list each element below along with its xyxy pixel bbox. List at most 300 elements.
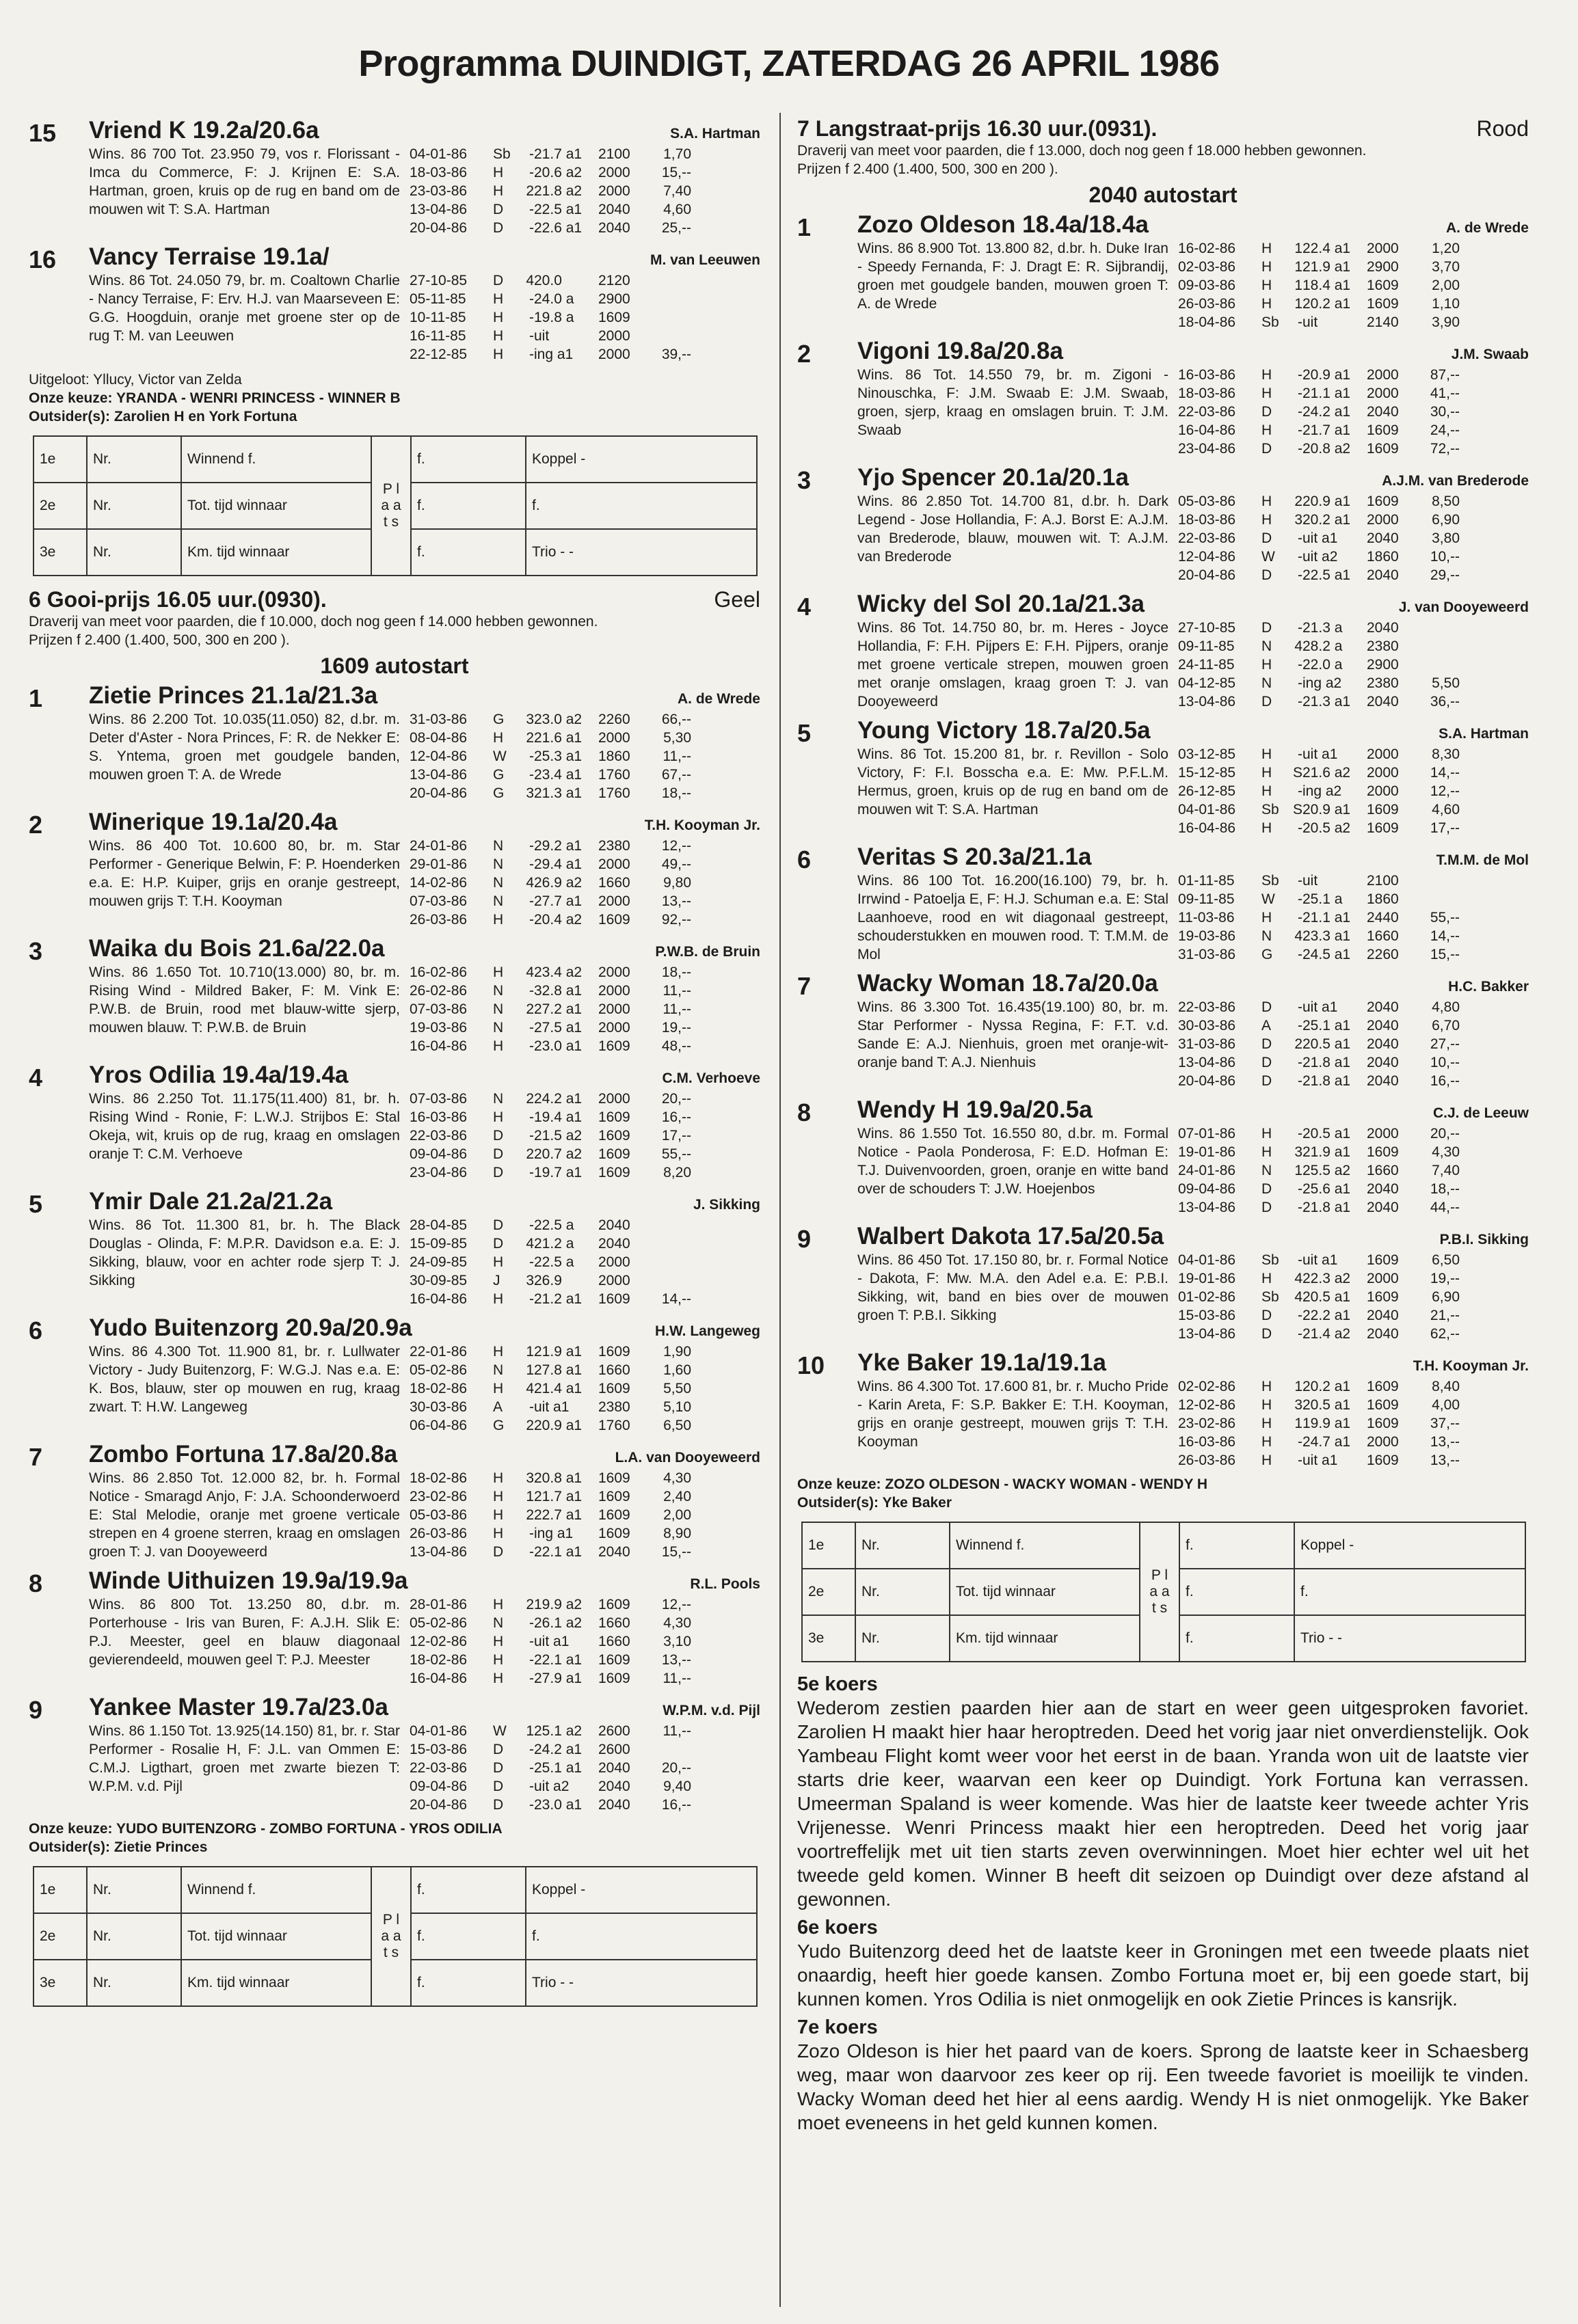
- result-cell: 2600: [598, 1723, 630, 1739]
- result-row: [410, 892, 760, 910]
- result-cell: 20-04-86: [1178, 567, 1236, 583]
- result-cell: D: [1261, 441, 1272, 457]
- result-row: [1178, 782, 1529, 800]
- result-cell: [691, 1722, 753, 1740]
- result-cell: [691, 1163, 753, 1182]
- horse-entry: [797, 590, 1529, 711]
- result-cell: 20.9 a1: [534, 1418, 583, 1433]
- result-row: [1178, 908, 1529, 927]
- horse-results: [1178, 619, 1529, 711]
- result-cell: 21.6 a1: [534, 730, 583, 746]
- result-cell: H: [1261, 1416, 1272, 1431]
- result-cell: 4: [526, 273, 534, 288]
- result-cell: H: [1261, 746, 1272, 762]
- bet-nr: Nr.: [855, 1522, 950, 1569]
- result-cell: H: [1261, 259, 1272, 275]
- result-cell: Sb: [1261, 873, 1279, 889]
- result-cell: uit a1: [534, 1399, 570, 1415]
- result-row: [410, 1740, 760, 1759]
- bet-trio-f: f.: [526, 1913, 757, 1960]
- bet-plaats: P l a a t s: [371, 1867, 411, 2006]
- horse-trainer: C.M. Verhoeve: [662, 1070, 760, 1086]
- result-cell: 26.1 a2: [534, 1615, 583, 1631]
- result-cell: -: [1298, 947, 1302, 962]
- result-cell: [1460, 1433, 1521, 1451]
- race7-horse-list: [797, 211, 1529, 1470]
- bet-table: [33, 435, 758, 576]
- result-cell: 32.8 a1: [534, 983, 583, 999]
- bet-nr: Nr.: [87, 483, 181, 529]
- result-cell: [691, 1290, 753, 1308]
- result-cell: H: [493, 1671, 504, 1686]
- result-cell: 4: [1294, 928, 1302, 944]
- horse-details: [857, 1251, 1529, 1343]
- result-cell: 2000: [1367, 386, 1399, 401]
- result-cell: [691, 271, 753, 290]
- result-cell: 4,80: [1432, 999, 1460, 1015]
- race-analysis: [797, 1673, 1529, 2135]
- result-row: [1178, 998, 1529, 1016]
- result-row: [410, 1759, 760, 1777]
- result-cell: 22.6 a1: [534, 220, 583, 236]
- result-row: [410, 1108, 760, 1126]
- result-cell: 92,--: [661, 912, 691, 928]
- result-cell: 24.7 a1: [1302, 1434, 1351, 1450]
- result-cell: -: [529, 1291, 534, 1307]
- horse-details: [89, 837, 760, 929]
- result-cell: 2040: [598, 1797, 630, 1813]
- horse-name: Yankee Master 19.7a/23.0a: [89, 1694, 388, 1720]
- result-cell: 20.9 a1: [1302, 802, 1351, 818]
- result-cell: [691, 1543, 753, 1561]
- result-cell: N: [493, 893, 504, 909]
- result-cell: 22-03-86: [1178, 530, 1236, 546]
- result-cell: 10-11-85: [410, 310, 466, 325]
- result-cell: S: [1292, 802, 1302, 818]
- race7-description: Draverij van meet voor paarden, die f 13.000, doch nog geen f 18.000 hebben gewonnen.: [797, 143, 1367, 159]
- result-cell: 2000: [598, 893, 630, 909]
- result-cell: W: [1261, 891, 1275, 907]
- result-cell: 21.4 a1: [534, 1381, 583, 1396]
- result-cell: 30-03-86: [1178, 1018, 1236, 1033]
- result-row: [1178, 745, 1529, 764]
- result-cell: 13,--: [1430, 1434, 1460, 1450]
- result-cell: 6,90: [1432, 512, 1460, 528]
- result-cell: 23.0 a2: [534, 712, 583, 727]
- result-row: [410, 1416, 760, 1435]
- result-cell: 2040: [1367, 999, 1399, 1015]
- analysis-text: Yudo Buitenzorg deed het de laatste keer in Groningen met een tweede plaats niet onaardig, heeft hier goede kansen. Zombo Fortuna moet er, bij een goede start, bij kunnen komen. Yros Odilia is niet onmogelijk en ook Zietie Princes is kansrijk.: [797, 1941, 1529, 2010]
- result-cell: 16-02-86: [410, 964, 468, 980]
- result-row: [1178, 619, 1529, 637]
- result-cell: -: [1298, 530, 1302, 546]
- result-cell: 15-03-86: [410, 1742, 468, 1757]
- result-cell: 66,--: [661, 712, 691, 727]
- result-cell: W: [493, 748, 507, 764]
- analysis-text: Wederom zestien paarden hier aan de start en weer geen uitgesproken favoriet. Zarolien H maakt hier haar heroptreden. Deed het vorig jaar niet onverdienstelijk. Ook Yambeau Flight komt weer voor het eerst in de baan. Yranda won uit de laatste vier starts drie keer, waarvan een keer op Duindigt. York Fortuna kan verrassen. Umeerman Spaland is weer komende. Was hier de laatste keer tweede achter Yris Vrijenesse. Wenri Princess maakt hier een heroptreden. Deed het vorig jaar voortreffelijk met uit tien starts zeven overwinningen. Moet hier echter wel uit het tweede geld komen. Winner B heeft dit seizoen op Duindigt over deze afstand al gewonnen.: [797, 1697, 1529, 1910]
- bet-f: f.: [411, 1960, 526, 2006]
- result-cell: 3: [1294, 1397, 1302, 1413]
- result-row: [410, 1543, 760, 1561]
- result-cell: 20.9 a1: [1302, 367, 1351, 383]
- result-cell: 29.4 a1: [534, 856, 583, 872]
- result-cell: uit a1: [1302, 999, 1338, 1015]
- result-cell: 1660: [598, 875, 630, 891]
- result-cell: 02-02-86: [1178, 1379, 1236, 1394]
- horse-name: Zietie Princes 21.1a/21.3a: [89, 682, 378, 709]
- result-cell: uit a1: [1302, 1452, 1338, 1468]
- horse-name: Zozo Oldeson 18.4a/18.4a: [857, 211, 1149, 238]
- race5-bet-table: [29, 435, 760, 576]
- result-cell: 25.1 a2: [534, 1723, 583, 1739]
- result-cell: 1760: [598, 1418, 630, 1433]
- result-cell: [691, 710, 753, 729]
- result-row: [410, 1037, 760, 1055]
- horse-name: Vancy Terraise 19.1a/: [89, 243, 330, 270]
- result-cell: H: [493, 1344, 504, 1360]
- horse-info: Wins. 86 4.300 Tot. 11.900 81, br. r. Lullwater Victory - Judy Buitenzorg, F: W.G.J. Nas e.a. E: K. Bos, blauw, ster op mouwen en rug, kraag zwart. T: H.W. Langeweg: [89, 1344, 400, 1415]
- race6-outsider: Outsider(s): Zietie Princes: [29, 1839, 208, 1855]
- result-cell: 2000: [598, 964, 630, 980]
- result-cell: 2,40: [663, 1489, 691, 1504]
- result-cell: H: [1261, 1271, 1272, 1286]
- result-cell: [632, 308, 691, 327]
- bet-km: Km. tijd winnaar: [950, 1615, 1140, 1662]
- result-cell: [1460, 440, 1521, 458]
- result-cell: [1460, 511, 1521, 529]
- result-cell: -: [1298, 1073, 1302, 1089]
- result-cell: D: [493, 202, 504, 217]
- result-cell: [1460, 819, 1521, 837]
- race6-description: Draverij van meet voor paarden, die f 10.000, doch nog geen f 14.000 hebben gewonnen.: [29, 614, 598, 630]
- result-cell: 2900: [1367, 657, 1399, 673]
- result-cell: 2,00: [663, 1507, 691, 1523]
- race7-bet-table: [797, 1522, 1529, 1662]
- result-cell: 1,90: [663, 1344, 691, 1360]
- result-cell: 20-04-86: [410, 220, 468, 236]
- result-cell: 03-12-85: [1178, 746, 1236, 762]
- result-cell: 23.4 a1: [534, 767, 583, 783]
- result-cell: 2000: [598, 856, 630, 872]
- result-cell: D: [1261, 694, 1272, 710]
- result-cell: 1: [1294, 1379, 1302, 1394]
- result-cell: 27-10-85: [1178, 620, 1236, 636]
- result-row: [410, 1234, 760, 1253]
- result-cell: [1460, 421, 1521, 440]
- result-cell: -: [529, 1020, 534, 1036]
- result-cell: 19.7 a1: [534, 1165, 583, 1180]
- result-cell: 21.9 a1: [1302, 1144, 1351, 1160]
- result-cell: [691, 1018, 753, 1037]
- result-cell: [1460, 529, 1521, 548]
- result-cell: 11,--: [663, 983, 691, 999]
- horse-number: 1: [797, 213, 812, 241]
- result-cell: H: [1261, 367, 1272, 383]
- result-cell: 22.5 a: [534, 1254, 574, 1270]
- result-cell: ing a2: [1302, 675, 1342, 691]
- bet-km: Km. tijd winnaar: [181, 529, 371, 576]
- horse-info: Wins. 86 Tot. 14.550 79, br. m. Zigoni - Ninouschka, F: J.M. Swaab E: J.M. Swaab, groen, sjerp, kraag en omslagen bruin. T: J.M. Swaab: [857, 367, 1168, 438]
- horse-name: Ymir Dale 21.2a/21.2a: [89, 1188, 333, 1215]
- result-cell: 09-03-86: [1178, 278, 1236, 293]
- horse-trainer: C.J. de Leeuw: [1432, 1105, 1529, 1121]
- result-cell: 13-04-86: [1178, 1326, 1236, 1342]
- result-row: [1178, 1269, 1529, 1288]
- result-cell: 20.0: [534, 273, 562, 288]
- result-cell: 26-03-86: [1178, 1452, 1236, 1468]
- result-row: [410, 271, 760, 290]
- horse-trainer: P.W.B. de Bruin: [655, 944, 760, 960]
- result-row: [410, 729, 760, 747]
- race7-distance: 2040 autostart: [1088, 183, 1238, 207]
- result-cell: 2000: [598, 1273, 630, 1288]
- result-cell: 16-04-86: [410, 1671, 468, 1686]
- result-cell: 11,--: [663, 1723, 691, 1739]
- result-cell: 1660: [598, 1615, 630, 1631]
- horse-entry: [29, 808, 760, 929]
- result-cell: 22.1 a1: [534, 1652, 583, 1668]
- bet-f: f.: [411, 436, 526, 483]
- horse-number: 8: [797, 1098, 812, 1126]
- result-cell: 18,--: [661, 964, 691, 980]
- result-cell: 4,60: [663, 202, 691, 217]
- result-cell: [691, 747, 753, 766]
- horse-entry: [797, 1096, 1529, 1217]
- result-cell: -: [1298, 891, 1302, 907]
- result-row: [410, 766, 760, 784]
- result-cell: 37,--: [1430, 1416, 1460, 1431]
- result-cell: [1460, 258, 1521, 276]
- result-cell: 23.3 a1: [1302, 928, 1351, 944]
- result-cell: ing a1: [534, 1526, 574, 1541]
- result-cell: 13-04-86: [1178, 694, 1236, 710]
- result-cell: 22.0 a: [1302, 657, 1343, 673]
- result-row: [410, 327, 760, 345]
- result-cell: [1460, 1325, 1521, 1343]
- bet-trio: Trio - -: [526, 1960, 757, 2006]
- result-cell: H: [1261, 765, 1272, 781]
- result-cell: 20.6 a2: [534, 165, 583, 180]
- result-cell: [1460, 1396, 1521, 1414]
- result-cell: 15-03-86: [1178, 1308, 1236, 1323]
- result-cell: 26-03-86: [410, 1526, 468, 1541]
- result-cell: 19.8 a: [534, 310, 574, 325]
- result-row: [1178, 1251, 1529, 1269]
- result-cell: 19,--: [1430, 1271, 1460, 1286]
- result-cell: 30-03-86: [410, 1399, 468, 1415]
- horse-trainer: H.W. Langeweg: [654, 1323, 760, 1339]
- result-cell: [691, 1416, 753, 1435]
- result-cell: 2380: [1367, 675, 1399, 691]
- right-column: [797, 116, 1529, 2135]
- result-cell: 1,70: [663, 146, 691, 162]
- result-row: [410, 200, 760, 219]
- result-cell: -: [529, 1526, 534, 1541]
- horse-trainer: J. Sikking: [693, 1197, 760, 1213]
- result-cell: 19.4 a1: [534, 1109, 583, 1125]
- result-cell: [1460, 945, 1521, 964]
- horse-info: Wins. 86 700 Tot. 23.950 79, vos r. Florissant - Imca du Commerce, F: J. Krijnen E: S.A. Hartman, groen, kruis op de rug en band om de mouwen wit T: S.A. Hartman: [89, 146, 400, 217]
- result-cell: H: [493, 1254, 504, 1270]
- result-row: [410, 163, 760, 182]
- bet-nr: Nr.: [87, 1960, 181, 2006]
- result-cell: [1460, 1451, 1521, 1470]
- horse-info: Wins. 86 Tot. 15.200 81, br. r. Revillon - Solo Victory, F: F.I. Bosscha e.a. E: Mw. P.F.L.M. Hermus, groen, kruis op de rug en band om de mouwen wit T: S.A. Hartman: [857, 746, 1168, 818]
- result-row: [1178, 295, 1529, 313]
- result-cell: [691, 1271, 753, 1290]
- horse-entry: [797, 969, 1529, 1090]
- result-cell: 2040: [1367, 1018, 1399, 1033]
- result-cell: 25.1 a1: [534, 1760, 583, 1776]
- result-cell: 18-03-86: [1178, 386, 1236, 401]
- result-cell: 20.4 a2: [534, 912, 583, 928]
- result-cell: 1860: [598, 748, 630, 764]
- result-cell: [632, 1271, 691, 1290]
- race5-uitgeloot: Uitgeloot: Yllucy, Victor van Zelda: [29, 372, 242, 388]
- result-cell: 62,--: [1430, 1326, 1460, 1342]
- result-cell: [691, 290, 753, 308]
- result-cell: [1401, 637, 1460, 656]
- race7-color: Rood: [1476, 116, 1529, 141]
- horse-trainer: L.A. van Dooyeweerd: [615, 1450, 760, 1465]
- result-cell: 2000: [598, 730, 630, 746]
- result-cell: 1660: [1367, 1163, 1399, 1178]
- result-cell: 13,--: [661, 893, 691, 909]
- result-cell: [1460, 1035, 1521, 1053]
- result-cell: -: [529, 1797, 534, 1813]
- horse-number: 16: [29, 245, 57, 273]
- result-cell: uit a1: [1302, 1252, 1338, 1268]
- result-cell: 24.2 a1: [534, 1091, 583, 1107]
- result-cell: 24-01-86: [1178, 1163, 1236, 1178]
- result-cell: 2: [526, 183, 534, 199]
- result-cell: -: [529, 838, 534, 854]
- result-cell: 23-02-86: [1178, 1416, 1236, 1431]
- result-cell: -: [1298, 1055, 1302, 1070]
- result-cell: 2040: [1367, 1073, 1399, 1089]
- result-cell: -: [529, 767, 534, 783]
- result-cell: -: [529, 1634, 534, 1649]
- result-cell: [691, 200, 753, 219]
- result-row: [410, 145, 760, 163]
- horse-info: Wins. 86 2.850 Tot. 12.000 82, br. h. Formal Notice - Smaragd Anjo, F: J.A. Schoonderwoerd E: Stal Melodie, oranje met groene verticale strepen en 4 groene sterren, kraag en omslagen groen T: J. van Dooyeweerd: [89, 1470, 400, 1560]
- result-cell: 2040: [598, 202, 630, 217]
- result-cell: H: [1261, 657, 1272, 673]
- horse-trainer: A. de Wrede: [1446, 220, 1529, 236]
- result-cell: [691, 1796, 753, 1814]
- result-cell: 16-02-86: [1178, 241, 1236, 256]
- horse-results: [410, 145, 760, 237]
- result-cell: [1460, 637, 1521, 656]
- result-cell: H: [493, 1526, 504, 1541]
- result-row: [410, 784, 760, 802]
- result-cell: 55,--: [661, 1146, 691, 1162]
- result-cell: 3: [526, 785, 534, 801]
- result-cell: Sb: [1261, 1252, 1279, 1268]
- result-cell: 1: [526, 1489, 534, 1504]
- result-cell: [691, 855, 753, 874]
- result-cell: 21.8 a2: [534, 183, 583, 199]
- result-row: [1178, 548, 1529, 566]
- result-cell: -: [1298, 367, 1302, 383]
- result-row: [410, 874, 760, 892]
- horse-info: Wins. 86 450 Tot. 17.150 80, br. r. Formal Notice - Dakota, F: Mw. M.A. den Adel e.a. E: P.B.I. Sikking, wit, band en bies over de mouwen groen T: P.B.I. Sikking: [857, 1252, 1168, 1323]
- result-cell: G: [493, 767, 505, 783]
- result-cell: 2440: [1367, 910, 1399, 925]
- result-cell: 26-03-86: [1178, 296, 1236, 312]
- result-cell: H: [493, 1489, 504, 1504]
- horse-results: [410, 1595, 760, 1688]
- result-cell: [691, 308, 753, 327]
- result-cell: -: [529, 202, 534, 217]
- race7-outsider: Outsider(s): Yke Baker: [797, 1495, 952, 1511]
- result-cell: Sb: [493, 146, 511, 162]
- result-cell: 44,--: [1430, 1200, 1460, 1215]
- result-cell: 3: [526, 712, 534, 727]
- result-cell: 11,--: [663, 1001, 691, 1017]
- column-divider: [779, 113, 781, 2307]
- bet-row-label: 2e: [34, 483, 87, 529]
- result-cell: D: [1261, 1308, 1272, 1323]
- result-cell: H: [493, 1470, 504, 1486]
- result-cell: -: [1298, 783, 1302, 799]
- result-cell: 2260: [1367, 947, 1399, 962]
- result-cell: D: [1261, 1200, 1272, 1215]
- horse-entry: [797, 463, 1529, 584]
- bet-nr: Nr.: [87, 529, 181, 576]
- result-cell: N: [493, 1020, 504, 1036]
- result-cell: N: [493, 875, 504, 891]
- result-cell: [1460, 800, 1521, 819]
- result-cell: 15,--: [661, 165, 691, 180]
- result-cell: 16,--: [661, 1797, 691, 1813]
- horse-trainer: J. van Dooyeweerd: [1398, 599, 1529, 615]
- horse-number: 10: [797, 1351, 825, 1379]
- result-cell: 2000: [1367, 1434, 1399, 1450]
- result-cell: 16,--: [661, 1109, 691, 1125]
- result-cell: 6,50: [663, 1418, 691, 1433]
- result-row: [1178, 1377, 1529, 1396]
- result-row: [1178, 440, 1529, 458]
- result-cell: 05-11-85: [410, 291, 466, 307]
- result-row: [1178, 1414, 1529, 1433]
- result-cell: 16-03-86: [1178, 1434, 1236, 1450]
- result-cell: [1460, 1161, 1521, 1180]
- result-row: [410, 1018, 760, 1037]
- result-cell: -: [1298, 1126, 1302, 1141]
- horse-number: 4: [797, 593, 812, 621]
- result-cell: 2000: [1367, 367, 1399, 383]
- horse-entry: [797, 1349, 1529, 1470]
- result-cell: 24.5 a1: [1302, 947, 1351, 962]
- result-cell: [1460, 890, 1521, 908]
- result-row: [410, 710, 760, 729]
- result-cell: 21.7 a1: [534, 146, 583, 162]
- result-cell: A: [1261, 1018, 1272, 1033]
- horse-name: Vriend K 19.2a/20.6a: [89, 117, 319, 144]
- result-cell: [1460, 674, 1521, 692]
- result-cell: 14,--: [1430, 765, 1460, 781]
- result-cell: H: [1261, 296, 1272, 312]
- race6-horse-list: [29, 681, 760, 1814]
- result-cell: -: [1298, 694, 1302, 710]
- horse-number: 2: [29, 811, 43, 839]
- result-cell: 1860: [1367, 891, 1399, 907]
- result-cell: 20-04-86: [410, 785, 468, 801]
- result-cell: 1609: [1367, 820, 1399, 836]
- result-cell: [691, 874, 753, 892]
- result-cell: 1609: [1367, 1452, 1399, 1468]
